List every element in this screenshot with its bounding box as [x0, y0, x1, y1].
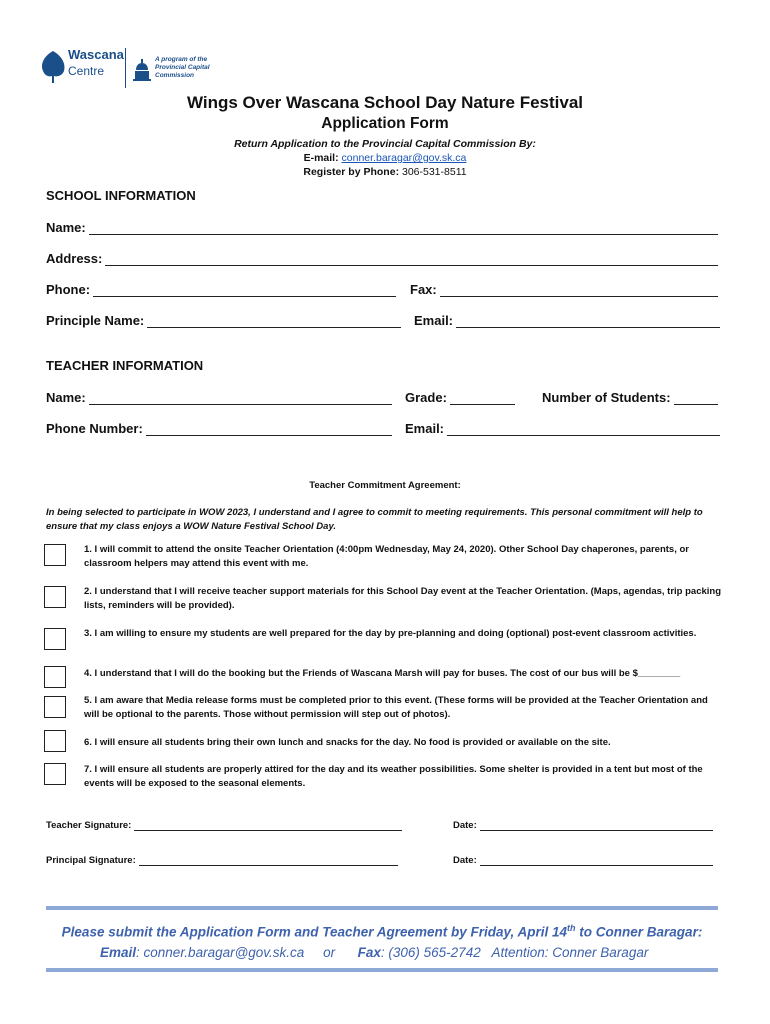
- school-name-input-line[interactable]: [89, 223, 718, 235]
- teacher-name-input-line[interactable]: [89, 393, 392, 405]
- agreement-checkbox-4[interactable]: [44, 666, 66, 688]
- school-info-heading: SCHOOL INFORMATION: [46, 188, 196, 203]
- teacher-date-field[interactable]: [453, 820, 713, 831]
- agreement-item-5: 5. I am aware that Media release forms must be completed prior to this event. (These forms will be provided at the Teacher Orientation and will be optional to the parents. Those without permission will step out of photos).: [84, 695, 708, 720]
- school-address-input-line[interactable]: [105, 254, 718, 266]
- agreement-item-1: 1. I will commit to attend the onsite Teacher Orientation (4:00pm Wednesday, May 24, 2020). Other School Day chaperones, parents, or classroom helpers may attend this event with me.: [84, 544, 689, 569]
- principal-date-label: Date:: [453, 855, 477, 866]
- teacher-signature-label: Teacher Signature:: [46, 820, 132, 831]
- footer-top-rule: [46, 906, 718, 910]
- agreement-item-6: 6. I will ensure all students bring their own lunch and snacks for the day. No food is provided or available on the site.: [84, 737, 611, 748]
- agreement-intro: In being selected to participate in WOW 2023, I understand and I agree to commit to meeting requirements. This personal commitment will help to ensure that my class enjoys a WOW Nature Festival School Day.: [46, 507, 703, 532]
- principal-signature-label: Principal Signature:: [46, 855, 136, 866]
- agreement-checkbox-5[interactable]: [44, 696, 66, 718]
- agreement-checkbox-1[interactable]: [44, 544, 66, 566]
- school-phone-input-line[interactable]: [93, 285, 396, 297]
- footer-submit-text: Please submit the Application Form and Teacher Agreement by Friday, April 14: [61, 924, 568, 940]
- brand-sub-text: Centre: [68, 64, 105, 78]
- number-of-students-label: Number of Students:: [542, 390, 671, 405]
- teacher-info-heading: TEACHER INFORMATION: [46, 358, 204, 373]
- teacher-phone-label: Phone Number:: [46, 421, 143, 436]
- number-of-students-field[interactable]: [542, 390, 718, 405]
- footer-or: or: [323, 945, 336, 960]
- capital-commission-text: A program of the Provincial Capital Commission: [155, 56, 210, 79]
- agreement-item-3: 3. I am willing to ensure my students are well prepared for the day by pre-planning and doing (optional) post-event classroom activities.: [84, 628, 697, 639]
- footer-contact-line: [100, 945, 648, 960]
- footer-submit-text-end: to Conner Baragar:: [575, 924, 703, 940]
- school-phone-field[interactable]: [46, 282, 396, 297]
- footer-email-label: Email: [100, 945, 137, 960]
- school-address-label: Address:: [46, 251, 103, 266]
- grade-input-line[interactable]: [450, 393, 515, 405]
- footer-fax-label: Fax: [357, 945, 381, 960]
- agreement-checkbox-3[interactable]: [44, 628, 66, 650]
- school-name-field[interactable]: [46, 220, 718, 235]
- agreement-item-2: 2. I understand that I will receive teacher support materials for this School Day event at the Teacher Orientation. (Maps, agendas, trip packing lists, reminders will be provided).: [84, 586, 722, 611]
- principle-name-label: Principle Name:: [46, 313, 145, 328]
- agreement-checkbox-6[interactable]: [44, 730, 66, 752]
- principle-name-input-line[interactable]: [147, 316, 401, 328]
- school-name-label: Name:: [46, 220, 86, 235]
- brand-main-text: Wascana: [68, 47, 124, 62]
- agreement-checkbox-7[interactable]: [44, 763, 66, 785]
- agreement-title: Teacher Commitment Agreement:: [309, 480, 461, 491]
- footer-submit-instructions: [0, 923, 764, 940]
- principal-signature-line[interactable]: [139, 856, 398, 866]
- school-email-input-line[interactable]: [456, 316, 720, 328]
- page-subtitle: Application Form: [321, 115, 449, 132]
- teacher-name-label: Name:: [46, 390, 86, 405]
- footer-submit-sup: th: [567, 923, 576, 933]
- leaf-icon: [40, 50, 66, 84]
- school-fax-field[interactable]: [410, 282, 718, 297]
- teacher-signature-field[interactable]: [46, 820, 402, 831]
- return-instructions: Return Application to the Provincial Capital Commission By:: [234, 138, 536, 150]
- logo-divider: [125, 48, 126, 88]
- teacher-email-input-line[interactable]: [447, 424, 720, 436]
- email-link[interactable]: conner.baragar@gov.sk.ca: [341, 152, 467, 164]
- footer-fax-value: : (306) 565-2742: [380, 945, 481, 960]
- return-email-line: [0, 152, 770, 164]
- teacher-date-label: Date:: [453, 820, 477, 831]
- register-phone-line: [0, 166, 770, 178]
- principal-signature-field[interactable]: [46, 855, 398, 866]
- school-email-field[interactable]: [414, 313, 720, 328]
- grade-label: Grade:: [405, 390, 447, 405]
- email-label: E-mail:: [303, 152, 339, 164]
- page-title: Wings Over Wascana School Day Nature Festival: [186, 93, 583, 112]
- school-address-field[interactable]: [46, 251, 718, 266]
- principal-date-field[interactable]: [453, 855, 713, 866]
- teacher-signature-line[interactable]: [134, 821, 402, 831]
- teacher-phone-field[interactable]: [46, 421, 392, 436]
- wascana-centre-logo: [40, 44, 230, 90]
- teacher-date-line[interactable]: [480, 821, 713, 831]
- teacher-email-label: Email:: [405, 421, 445, 436]
- teacher-phone-input-line[interactable]: [146, 424, 392, 436]
- agreement-item-4: 4. I understand that I will do the booking but the Friends of Wascana Marsh will pay for buses. The cost of our bus will be $________: [84, 668, 681, 679]
- number-of-students-input-line[interactable]: [674, 393, 718, 405]
- school-fax-label: Fax:: [410, 282, 437, 297]
- school-fax-input-line[interactable]: [440, 285, 718, 297]
- phone-value: 306-531-8511: [401, 166, 467, 178]
- teacher-name-field[interactable]: [46, 390, 392, 405]
- grade-field[interactable]: [405, 390, 515, 405]
- agreement-item-7: 7. I will ensure all students are properly attired for the day and its weather possibilities. Some shelter is provided in a tent but most of the events will be exposed to the seasonal elements.: [84, 764, 703, 789]
- footer-attention: Attention: Conner Baragar: [491, 945, 649, 960]
- agreement-checkbox-2[interactable]: [44, 586, 66, 608]
- principle-name-field[interactable]: [46, 313, 401, 328]
- principal-date-line[interactable]: [480, 856, 713, 866]
- school-email-label: Email:: [414, 313, 454, 328]
- phone-label: Register by Phone:: [303, 166, 400, 178]
- footer-email-value[interactable]: : conner.baragar@gov.sk.ca: [136, 945, 305, 960]
- school-phone-label: Phone:: [46, 282, 91, 297]
- legislature-icon: [133, 58, 151, 82]
- footer-bottom-rule: [46, 968, 718, 972]
- teacher-email-field[interactable]: [405, 421, 720, 436]
